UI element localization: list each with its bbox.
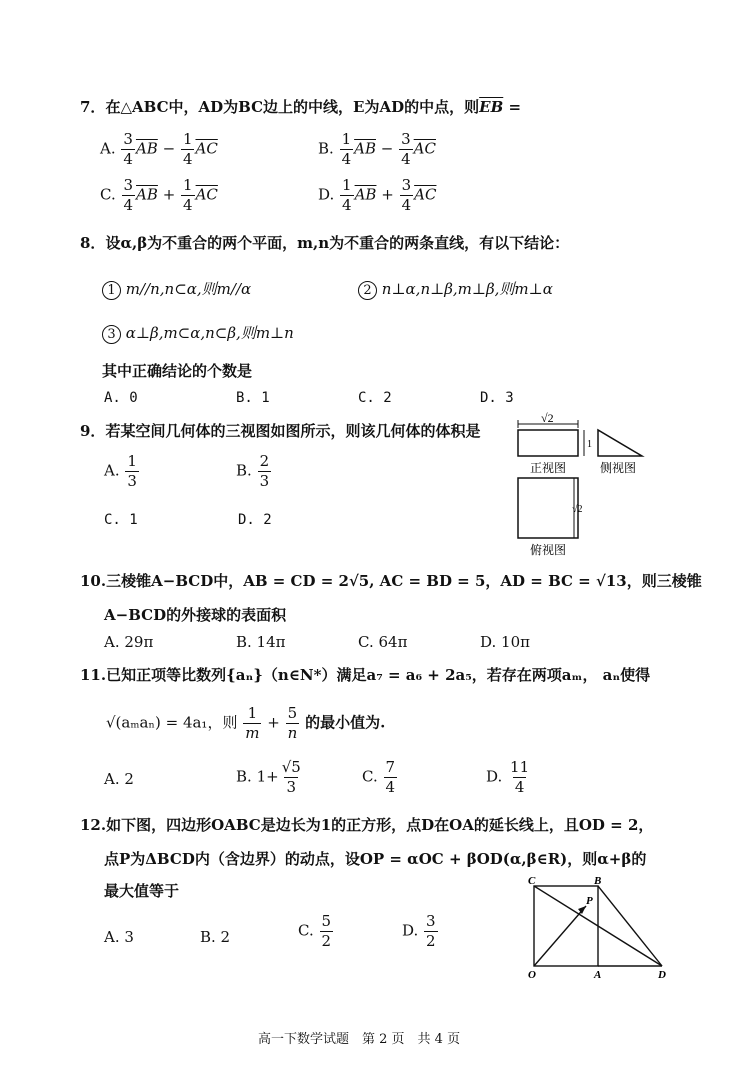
q10-stem — [80, 570, 702, 591]
fraction — [320, 914, 334, 949]
q12-option-c[interactable] — [298, 914, 334, 949]
q10-option-a[interactable]: A. 29π — [104, 633, 154, 651]
front-view — [518, 420, 584, 456]
side-view — [598, 430, 642, 456]
fraction — [181, 178, 195, 213]
q7-option-c[interactable] — [100, 178, 218, 213]
q8-statement-1 — [102, 278, 251, 300]
q10-text: 三棱锥A−BCD中，AB = CD = 2√5, AC = BD = 5，AD = BC = √13，则三棱锥 — [106, 572, 702, 590]
q7-option-a[interactable] — [100, 132, 218, 167]
q7-stem — [80, 96, 521, 117]
q7-option-label: B. — [318, 139, 334, 158]
denominator: 2 — [321, 932, 332, 950]
q9-option-b[interactable] — [236, 454, 272, 489]
numerator: 3 — [401, 176, 412, 194]
q7-option-label: A. — [100, 139, 116, 158]
q9-number: 9． — [80, 422, 106, 440]
denominator: 4 — [183, 196, 193, 214]
fraction — [181, 132, 195, 167]
denominator: 4 — [123, 150, 133, 168]
operator: + — [267, 713, 280, 732]
numerator: 3 — [426, 912, 436, 930]
segment-bd — [598, 886, 662, 966]
q9-text: 若某空间几何体的三视图如图所示，则该几何体的体积是 — [105, 422, 481, 440]
q11-condition — [106, 706, 385, 741]
numerator: 1 — [341, 130, 352, 148]
fraction — [399, 132, 413, 167]
label-p: P — [586, 895, 593, 907]
numerator: 1 — [247, 704, 258, 722]
q7-equals: = — [503, 98, 522, 116]
fraction — [424, 914, 438, 949]
q10-option-d[interactable]: D. 10π — [480, 633, 530, 651]
top-view — [518, 478, 578, 538]
vector: $\overline{AB}$ — [354, 139, 376, 158]
numerator: 5 — [321, 912, 332, 930]
vector: $\overline{AC}$ — [413, 139, 436, 158]
q12-option-d[interactable] — [402, 914, 439, 949]
denominator: 4 — [385, 778, 396, 796]
denominator: 3 — [127, 472, 137, 490]
numerator: √5 — [281, 758, 301, 776]
vector: $\overline{AB}$ — [136, 185, 158, 204]
top-view-label: 俯视图 — [530, 543, 567, 557]
q11-option-c[interactable] — [362, 760, 398, 795]
denominator: 3 — [286, 778, 297, 796]
numerator: 1 — [342, 176, 352, 194]
q12-text-line2: 点P为ΔBCD内（含边界）的动点，设OP = αOC + βOD(α,β∈R)，则α+β的 — [104, 850, 647, 868]
fraction — [400, 178, 414, 213]
fraction — [384, 760, 398, 795]
denominator: m — [245, 724, 260, 742]
numerator: 1 — [183, 176, 193, 194]
numerator: 11 — [510, 758, 530, 776]
q8-number: 8． — [80, 234, 106, 252]
fraction — [121, 132, 135, 167]
q12-number: 12. — [80, 816, 107, 834]
vector: $\overline{AC}$ — [195, 139, 218, 158]
denominator: 4 — [341, 150, 352, 168]
q11-stem — [80, 664, 650, 685]
fraction — [243, 706, 261, 741]
q12-text-line3: 最大值等于 — [104, 882, 180, 900]
q8-statement-2 — [358, 278, 553, 300]
denominator: 4 — [342, 196, 352, 214]
square-figure — [518, 874, 678, 980]
option-label: C. — [362, 767, 378, 786]
denominator: 4 — [401, 196, 412, 214]
statement-text: n⊥α,n⊥β,m⊥β,则m⊥α — [381, 280, 553, 298]
label-b: B — [594, 875, 602, 887]
operator: + — [162, 185, 176, 204]
page-footer: 高一下数学试题 第 2 页 共 4 页 — [258, 1032, 461, 1047]
option-label: A. — [104, 461, 120, 480]
q8-option-b[interactable]: B. 1 — [236, 390, 270, 406]
q11-option-d[interactable] — [486, 760, 532, 795]
vector-op — [534, 906, 586, 966]
vector: $\overline{AB}$ — [135, 139, 158, 158]
q7-option-b[interactable] — [318, 132, 436, 167]
q8-option-d[interactable]: D. 3 — [480, 390, 514, 406]
fraction — [258, 454, 272, 489]
top-dimension-label: √2 — [572, 504, 583, 515]
q9-option-d[interactable]: D. 2 — [238, 512, 272, 528]
statement-text: α⊥β,m⊂α,n⊂β,则m⊥n — [125, 324, 294, 342]
denominator: 4 — [123, 196, 134, 214]
q7-vector: $\overline{EB}$ — [479, 98, 504, 116]
denominator: 4 — [514, 778, 525, 796]
label-o: O — [528, 969, 536, 980]
operator: − — [162, 139, 176, 158]
label-d: D — [658, 969, 666, 980]
option-label: B. — [236, 767, 252, 786]
numerator: 5 — [287, 704, 298, 722]
numerator: 3 — [401, 130, 411, 148]
q8-option-c[interactable]: C. 2 — [358, 390, 392, 406]
q12-option-b[interactable]: B. 2 — [200, 928, 231, 946]
q8-option-a[interactable]: A. 0 — [104, 390, 138, 406]
operator: + — [381, 185, 394, 204]
statement-text: m//n,n⊂α,则m//α — [125, 280, 252, 298]
front-height-label: 1 — [587, 439, 592, 450]
q7-option-d[interactable] — [318, 178, 436, 213]
fraction — [508, 760, 531, 795]
q9-option-c[interactable]: C. 1 — [104, 512, 138, 528]
fraction — [122, 178, 136, 213]
q10-text-line2: A−BCD的外接球的表面积 — [104, 606, 287, 624]
q11-condition-tail: 的最小值为. — [305, 713, 386, 732]
q11-option-b[interactable] — [236, 760, 304, 795]
fraction — [286, 706, 300, 741]
front-view-label: 正视图 — [530, 461, 567, 475]
label-c: C — [528, 875, 536, 887]
numerator: 1 — [182, 130, 193, 148]
label-a: A — [594, 969, 602, 980]
three-view-figure — [508, 412, 656, 560]
q12-option-a[interactable]: A. 3 — [104, 928, 134, 946]
q12-stem — [80, 814, 653, 835]
q8-question: 其中正确结论的个数是 — [102, 362, 253, 380]
q12-text: 如下图，四边形OABC是边长为1的正方形，点D在OA的延长线上，且OD = 2， — [106, 816, 654, 834]
fraction — [340, 178, 354, 213]
option-label: D. — [402, 921, 419, 940]
vector: $\overline{AB}$ — [354, 185, 377, 204]
circled-number: 3 — [102, 325, 121, 344]
numerator: 7 — [385, 758, 396, 776]
option-label: D. — [486, 767, 503, 786]
option-label: B. — [236, 461, 252, 480]
vector: $\overline{AC}$ — [195, 185, 218, 204]
circled-number: 1 — [102, 281, 121, 300]
numerator: 2 — [259, 452, 270, 470]
numerator: 3 — [123, 130, 133, 148]
q8-text: 设α,β为不重合的两个平面，m,n为不重合的两条直线，有以下结论： — [105, 234, 570, 252]
circled-number: 2 — [358, 281, 377, 300]
q8-statement-3 — [102, 322, 294, 344]
front-width-label: √2 — [541, 412, 554, 425]
q10-number: 10. — [80, 572, 107, 590]
q11-condition-text: √(aₘaₙ) = 4a₁，则 — [106, 713, 238, 732]
denominator: 3 — [259, 472, 270, 490]
fraction — [340, 132, 354, 167]
numerator: 1 — [127, 452, 137, 470]
q10-option-b[interactable]: B. 14π — [236, 633, 286, 651]
q11-number: 11. — [80, 666, 107, 684]
vector: $\overline{AC}$ — [414, 185, 437, 204]
q9-stem — [80, 420, 480, 441]
q11-option-a[interactable]: A. 2 — [104, 770, 134, 788]
q7-option-label: D. — [318, 185, 335, 204]
q7-text: 在△ABC中，AD为BC边上的中线，E为AD的中点，则 — [105, 98, 480, 116]
q9-option-a[interactable] — [104, 454, 140, 489]
operator: − — [380, 139, 394, 158]
q7-option-label: C. — [100, 185, 116, 204]
denominator: 4 — [182, 150, 193, 168]
option-label: C. — [298, 921, 314, 940]
q10-option-c[interactable]: C. 64π — [358, 633, 408, 651]
q11-text: 已知正项等比数列{aₙ}（n∈N*）满足a₇ = a₆ + 2a₅，若存在两项aₘ， aₙ使得 — [106, 666, 651, 684]
side-view-label: 侧视图 — [600, 461, 637, 475]
fraction — [125, 454, 139, 489]
denominator: 2 — [426, 932, 436, 950]
denominator: 4 — [401, 150, 411, 168]
fraction — [280, 760, 303, 795]
denominator: n — [287, 724, 298, 742]
numerator: 3 — [123, 176, 134, 194]
option-prefix: 1+ — [256, 767, 279, 786]
q8-stem — [80, 232, 569, 253]
q7-number: 7． — [80, 98, 106, 116]
